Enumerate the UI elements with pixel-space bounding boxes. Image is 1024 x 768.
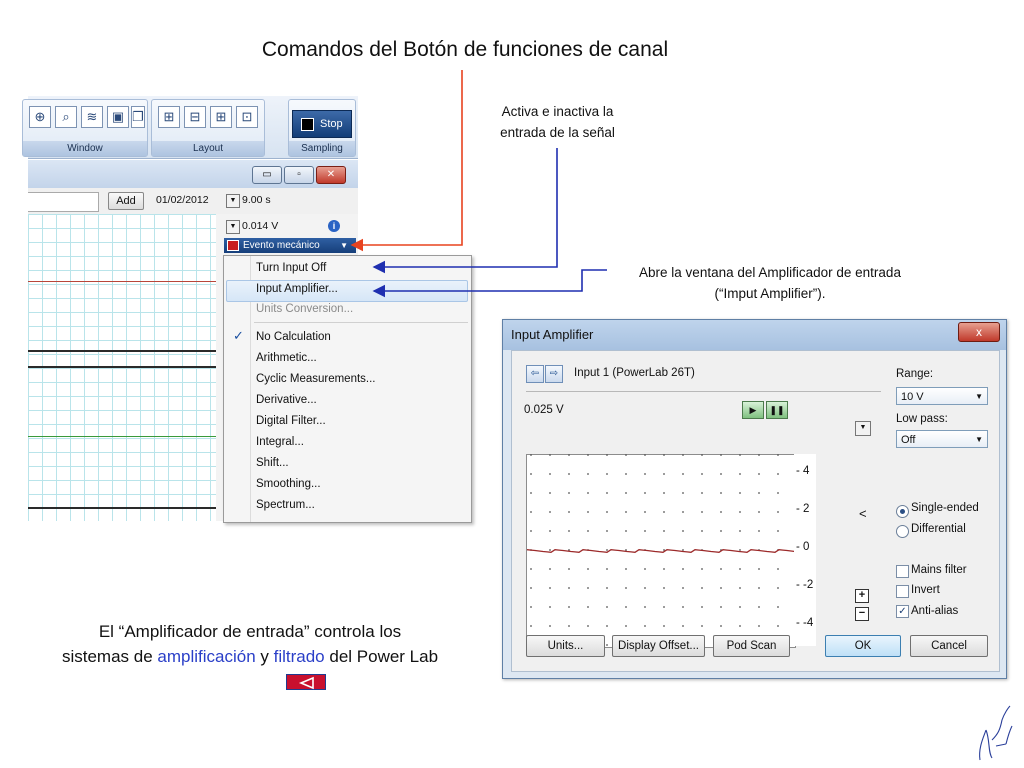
grid-dot xyxy=(777,587,779,589)
header-divider xyxy=(526,391,881,392)
grid-dot xyxy=(777,530,779,532)
grid-dot xyxy=(739,511,741,513)
caption-line1: El “Amplificador de entrada” controla los xyxy=(98,622,402,641)
grid-dot xyxy=(682,511,684,513)
grid-dot xyxy=(606,568,608,570)
grid-dot xyxy=(606,587,608,589)
grid-dot xyxy=(587,492,589,494)
signal-trace xyxy=(527,550,795,553)
y-tick-label: - 2 xyxy=(796,503,810,515)
menu-item-turn-input-off[interactable]: Turn Input Off xyxy=(256,262,327,274)
grid-dot xyxy=(625,492,627,494)
grid-dot xyxy=(720,606,722,608)
stop-label: Stop xyxy=(320,118,343,130)
grid-dot xyxy=(739,492,741,494)
grid-dot xyxy=(663,511,665,513)
grid-dot xyxy=(625,473,627,475)
differential-label: Differential xyxy=(911,523,966,535)
dialog-titlebar xyxy=(503,320,1006,350)
grid-dot xyxy=(682,454,684,456)
grid-dot xyxy=(587,568,589,570)
differential-radio[interactable] xyxy=(896,525,909,538)
y-tick-label: - 0 xyxy=(796,541,810,553)
callout-toggle-line2: entrada de la señal xyxy=(500,125,615,140)
grid-dot xyxy=(625,587,627,589)
grid-dot xyxy=(777,492,779,494)
grid-dot xyxy=(568,473,570,475)
window-image-icon[interactable]: ▣ xyxy=(107,106,129,128)
dialog-close-button[interactable]: x xyxy=(958,322,1000,342)
grid-dot xyxy=(606,511,608,513)
offset-dropdown-icon[interactable]: ▼ xyxy=(855,421,871,436)
grid-dot xyxy=(682,473,684,475)
invert-checkbox[interactable] xyxy=(896,585,909,598)
grid-dot xyxy=(663,492,665,494)
grid-dot xyxy=(682,530,684,532)
grid-dot xyxy=(625,549,627,551)
menu-item-spectrum[interactable]: Spectrum... xyxy=(256,499,315,511)
grid-dot xyxy=(549,530,551,532)
input-amplifier-dialog xyxy=(502,319,1007,679)
anti-alias-checkbox[interactable]: ✓ xyxy=(896,605,909,618)
grid-dot xyxy=(587,530,589,532)
blue-callout-arrow-amplifier xyxy=(374,270,607,291)
grid-dot xyxy=(587,473,589,475)
grid-dot xyxy=(720,568,722,570)
grid-dot xyxy=(739,606,741,608)
grid-dot xyxy=(701,454,703,456)
grid-dot xyxy=(530,568,532,570)
grid-dot xyxy=(644,530,646,532)
grid-dot xyxy=(701,511,703,513)
grid-dot xyxy=(682,587,684,589)
grid-dot xyxy=(644,606,646,608)
grid-dot xyxy=(758,625,760,627)
duration-dropdown-icon[interactable]: ▼ xyxy=(226,194,240,208)
duration-value: 9.00 s xyxy=(242,194,271,206)
grid-dot xyxy=(739,530,741,532)
preview-plot xyxy=(527,455,795,647)
grid-dot xyxy=(625,568,627,570)
grid-dot xyxy=(530,606,532,608)
mains-filter-label: Mains filter xyxy=(911,564,967,576)
y-tick-label: - 4 xyxy=(796,465,810,477)
grid-dot xyxy=(549,454,551,456)
next-input-icon[interactable]: ⇨ xyxy=(545,365,563,383)
lowpass-label: Low pass: xyxy=(896,413,948,425)
grid-dot xyxy=(644,473,646,475)
minimize-icon[interactable]: ▭ xyxy=(252,166,282,184)
chevron-down-icon: ▼ xyxy=(340,241,348,250)
grid-dot xyxy=(720,511,722,513)
menu-item-derivative[interactable]: Derivative... xyxy=(256,394,317,406)
add-comment-button[interactable]: Add xyxy=(108,192,144,210)
grid-dot xyxy=(606,473,608,475)
grid-dot xyxy=(549,473,551,475)
channel-value: 0.014 V xyxy=(242,220,279,232)
check-icon: ✓ xyxy=(233,328,244,343)
grid-dot xyxy=(758,473,760,475)
caption-amplificacion: amplificación xyxy=(157,647,256,666)
layout-grid-icon[interactable]: ⊞ xyxy=(158,106,180,128)
grid-dot xyxy=(587,454,589,456)
grid-dot xyxy=(720,587,722,589)
date-label: 01/02/2012 xyxy=(156,194,209,206)
grid-dot xyxy=(739,473,741,475)
grid-dot xyxy=(625,454,627,456)
callout-toggle-line1: Activa e inactiva la xyxy=(501,104,614,119)
grid-dot xyxy=(587,511,589,513)
range-select[interactable] xyxy=(896,387,988,405)
menu-item-cyclic-measurements[interactable]: Cyclic Measurements... xyxy=(256,373,376,385)
grid-dot xyxy=(777,568,779,570)
pause-icon[interactable]: ❚❚ xyxy=(766,401,788,419)
grid-dot xyxy=(758,492,760,494)
chevron-down-icon: ▼ xyxy=(975,435,983,444)
grid-dot xyxy=(568,606,570,608)
cancel-button[interactable]: Cancel xyxy=(910,635,988,657)
signal-reading: 0.025 V xyxy=(524,404,564,416)
window-zoom-icon[interactable]: ⊕ xyxy=(29,106,51,128)
grid-dot xyxy=(758,606,760,608)
invert-label: Invert xyxy=(911,584,940,596)
caption-pre: sistemas de xyxy=(61,647,158,666)
blue-callout-arrow-turn-off xyxy=(374,148,557,267)
restore-icon[interactable]: ▫ xyxy=(284,166,314,184)
grid-dot xyxy=(663,454,665,456)
previous-input-icon[interactable]: ⇦ xyxy=(526,365,544,383)
grid-dot xyxy=(606,530,608,532)
grid-dot xyxy=(663,473,665,475)
grid-dot xyxy=(587,606,589,608)
ok-button[interactable]: OK xyxy=(825,635,901,657)
grid-dot xyxy=(549,492,551,494)
pod-scan-button[interactable]: Pod Scan xyxy=(713,635,790,657)
grid-dot xyxy=(606,606,608,608)
value-dropdown-icon[interactable]: ▼ xyxy=(226,220,240,234)
channel-label: Evento mecánico xyxy=(243,240,320,251)
lowpass-select[interactable] xyxy=(896,430,988,448)
grid-dot xyxy=(549,587,551,589)
grid-dot xyxy=(568,454,570,456)
grid-dot xyxy=(682,606,684,608)
grid-dot xyxy=(777,511,779,513)
menu-item-digital-filter[interactable]: Digital Filter... xyxy=(256,415,326,427)
grid-dot xyxy=(587,587,589,589)
grid-dot xyxy=(701,606,703,608)
grid-dot xyxy=(720,492,722,494)
grid-dot xyxy=(758,511,760,513)
grid-dot xyxy=(758,530,760,532)
grid-dot xyxy=(720,454,722,456)
grid-dot xyxy=(720,473,722,475)
grid-dot xyxy=(644,625,646,627)
play-icon[interactable]: ▶ xyxy=(742,401,764,419)
menu-item-input-amplifier[interactable]: Input Amplifier... xyxy=(256,283,338,295)
grid-dot xyxy=(549,625,551,627)
grid-dot xyxy=(701,473,703,475)
grid-dot xyxy=(549,606,551,608)
grid-dot xyxy=(758,587,760,589)
range-label: Range: xyxy=(896,368,934,380)
grid-dot xyxy=(568,587,570,589)
grid-dot xyxy=(720,625,722,627)
grid-dot xyxy=(739,568,741,570)
grid-dot xyxy=(530,511,532,513)
grid-dot xyxy=(530,587,532,589)
layout-numbered-icon[interactable]: ⊡ xyxy=(236,106,258,128)
grid-dot xyxy=(739,454,741,456)
grid-dot xyxy=(568,625,570,627)
grid-dot xyxy=(758,568,760,570)
zoom-in-icon[interactable]: + xyxy=(855,589,869,603)
menu-item-integral[interactable]: Integral... xyxy=(256,436,304,448)
caption-line2 xyxy=(30,644,470,669)
grid-dot xyxy=(777,625,779,627)
mains-filter-checkbox[interactable] xyxy=(896,565,909,578)
info-icon[interactable]: i xyxy=(328,220,340,232)
grid-dot xyxy=(758,454,760,456)
grid-dot xyxy=(530,625,532,627)
callout-amp-line2: (“Imput Amplifier”). xyxy=(714,286,826,301)
grid-dot xyxy=(625,606,627,608)
input-name: Input 1 (PowerLab 26T) xyxy=(574,367,695,379)
grid-dot xyxy=(663,625,665,627)
grid-dot xyxy=(682,625,684,627)
window-copy-icon[interactable]: ❐ xyxy=(131,106,145,128)
grid-dot xyxy=(568,568,570,570)
grid-dot xyxy=(682,568,684,570)
back-arrow-icon xyxy=(287,675,327,691)
grid-dot xyxy=(568,530,570,532)
grid-dot xyxy=(625,625,627,627)
grid-dot xyxy=(739,549,741,551)
grid-dot xyxy=(549,511,551,513)
grid-dot xyxy=(606,644,608,646)
units-button[interactable]: Units... xyxy=(526,635,605,657)
menu-item-units-conversion[interactable]: Units Conversion... xyxy=(256,303,354,315)
grid-dot xyxy=(530,530,532,532)
grid-dot xyxy=(720,530,722,532)
grid-dot xyxy=(701,530,703,532)
grid-dot xyxy=(663,587,665,589)
menu-item-shift[interactable]: Shift... xyxy=(256,457,289,469)
grid-dot xyxy=(587,625,589,627)
grid-dot xyxy=(644,492,646,494)
grid-dot xyxy=(530,454,532,456)
grid-dot xyxy=(777,606,779,608)
chevron-down-icon: ▼ xyxy=(975,392,983,401)
grid-dot xyxy=(625,511,627,513)
menu-item-arithmetic[interactable]: Arithmetic... xyxy=(256,352,317,364)
signature-mark xyxy=(972,700,1017,764)
anti-alias-label: Anti-alias xyxy=(911,605,959,617)
dialog-body xyxy=(511,350,1000,672)
grid-dot xyxy=(625,530,627,532)
y-tick-label: - -2 xyxy=(796,579,814,591)
grid-dot xyxy=(644,511,646,513)
close-icon[interactable]: ✕ xyxy=(316,166,346,184)
single-ended-radio[interactable] xyxy=(896,505,909,518)
signal-preview-chart xyxy=(526,454,796,648)
grid-dot xyxy=(606,549,608,551)
grid-dot xyxy=(644,568,646,570)
grid-dot xyxy=(777,473,779,475)
slide-title: Comandos del Botón de funciones de canal xyxy=(261,38,669,61)
callout-amp-line1: Abre la ventana del Amplificador de entrada xyxy=(639,265,901,280)
grid-dot xyxy=(777,454,779,456)
grid-dot xyxy=(663,606,665,608)
zoom-out-icon[interactable]: − xyxy=(855,607,869,621)
range-value: 10 V xyxy=(901,391,924,403)
grid-dot xyxy=(701,587,703,589)
grid-dot xyxy=(701,568,703,570)
grid-dots xyxy=(530,454,779,646)
y-axis xyxy=(794,454,816,646)
grid-dot xyxy=(606,492,608,494)
grid-dot xyxy=(549,549,551,551)
grid-dot xyxy=(701,625,703,627)
menu-item-smoothing[interactable]: Smoothing... xyxy=(256,478,321,490)
grid-dot xyxy=(606,625,608,627)
less-than-label: < xyxy=(859,506,867,521)
grid-dot xyxy=(568,511,570,513)
caption-y: y xyxy=(255,647,274,666)
grid-dot xyxy=(663,568,665,570)
ribbon-label-window: Window xyxy=(23,141,147,156)
menu-item-no-calculation[interactable]: No Calculation xyxy=(256,331,331,343)
red-callout-arrow xyxy=(352,70,462,245)
dialog-title: Input Amplifier xyxy=(511,327,594,342)
back-nav-button[interactable] xyxy=(286,674,326,690)
caption-filtrado: filtrado xyxy=(273,647,325,666)
grid-dot xyxy=(701,492,703,494)
layout-split-icon[interactable]: ⊟ xyxy=(184,106,206,128)
display-offset-button[interactable]: Display Offset... xyxy=(612,635,705,657)
grid-dot xyxy=(530,492,532,494)
grid-dot xyxy=(739,625,741,627)
layout-add-icon[interactable]: ⊞ xyxy=(210,106,232,128)
grid-dot xyxy=(549,568,551,570)
grid-dot xyxy=(568,492,570,494)
grid-dot xyxy=(644,454,646,456)
ribbon-label-sampling: Sampling xyxy=(289,141,355,156)
grid-dot xyxy=(644,587,646,589)
grid-dot xyxy=(739,587,741,589)
window-chart-icon[interactable]: ≋ xyxy=(81,106,103,128)
lowpass-value: Off xyxy=(901,434,916,446)
slide-caption xyxy=(30,619,470,669)
ribbon-label-layout: Layout xyxy=(152,141,264,156)
window-search-icon[interactable]: ⌕ xyxy=(55,106,77,128)
single-ended-label: Single-ended xyxy=(911,502,979,514)
grid-dot xyxy=(530,473,532,475)
grid-dot xyxy=(606,454,608,456)
grid-dot xyxy=(682,549,684,551)
grid-dot xyxy=(682,492,684,494)
caption-post: del Power Lab xyxy=(324,647,439,666)
y-tick-label: - -4 xyxy=(796,617,814,629)
grid-dot xyxy=(663,530,665,532)
